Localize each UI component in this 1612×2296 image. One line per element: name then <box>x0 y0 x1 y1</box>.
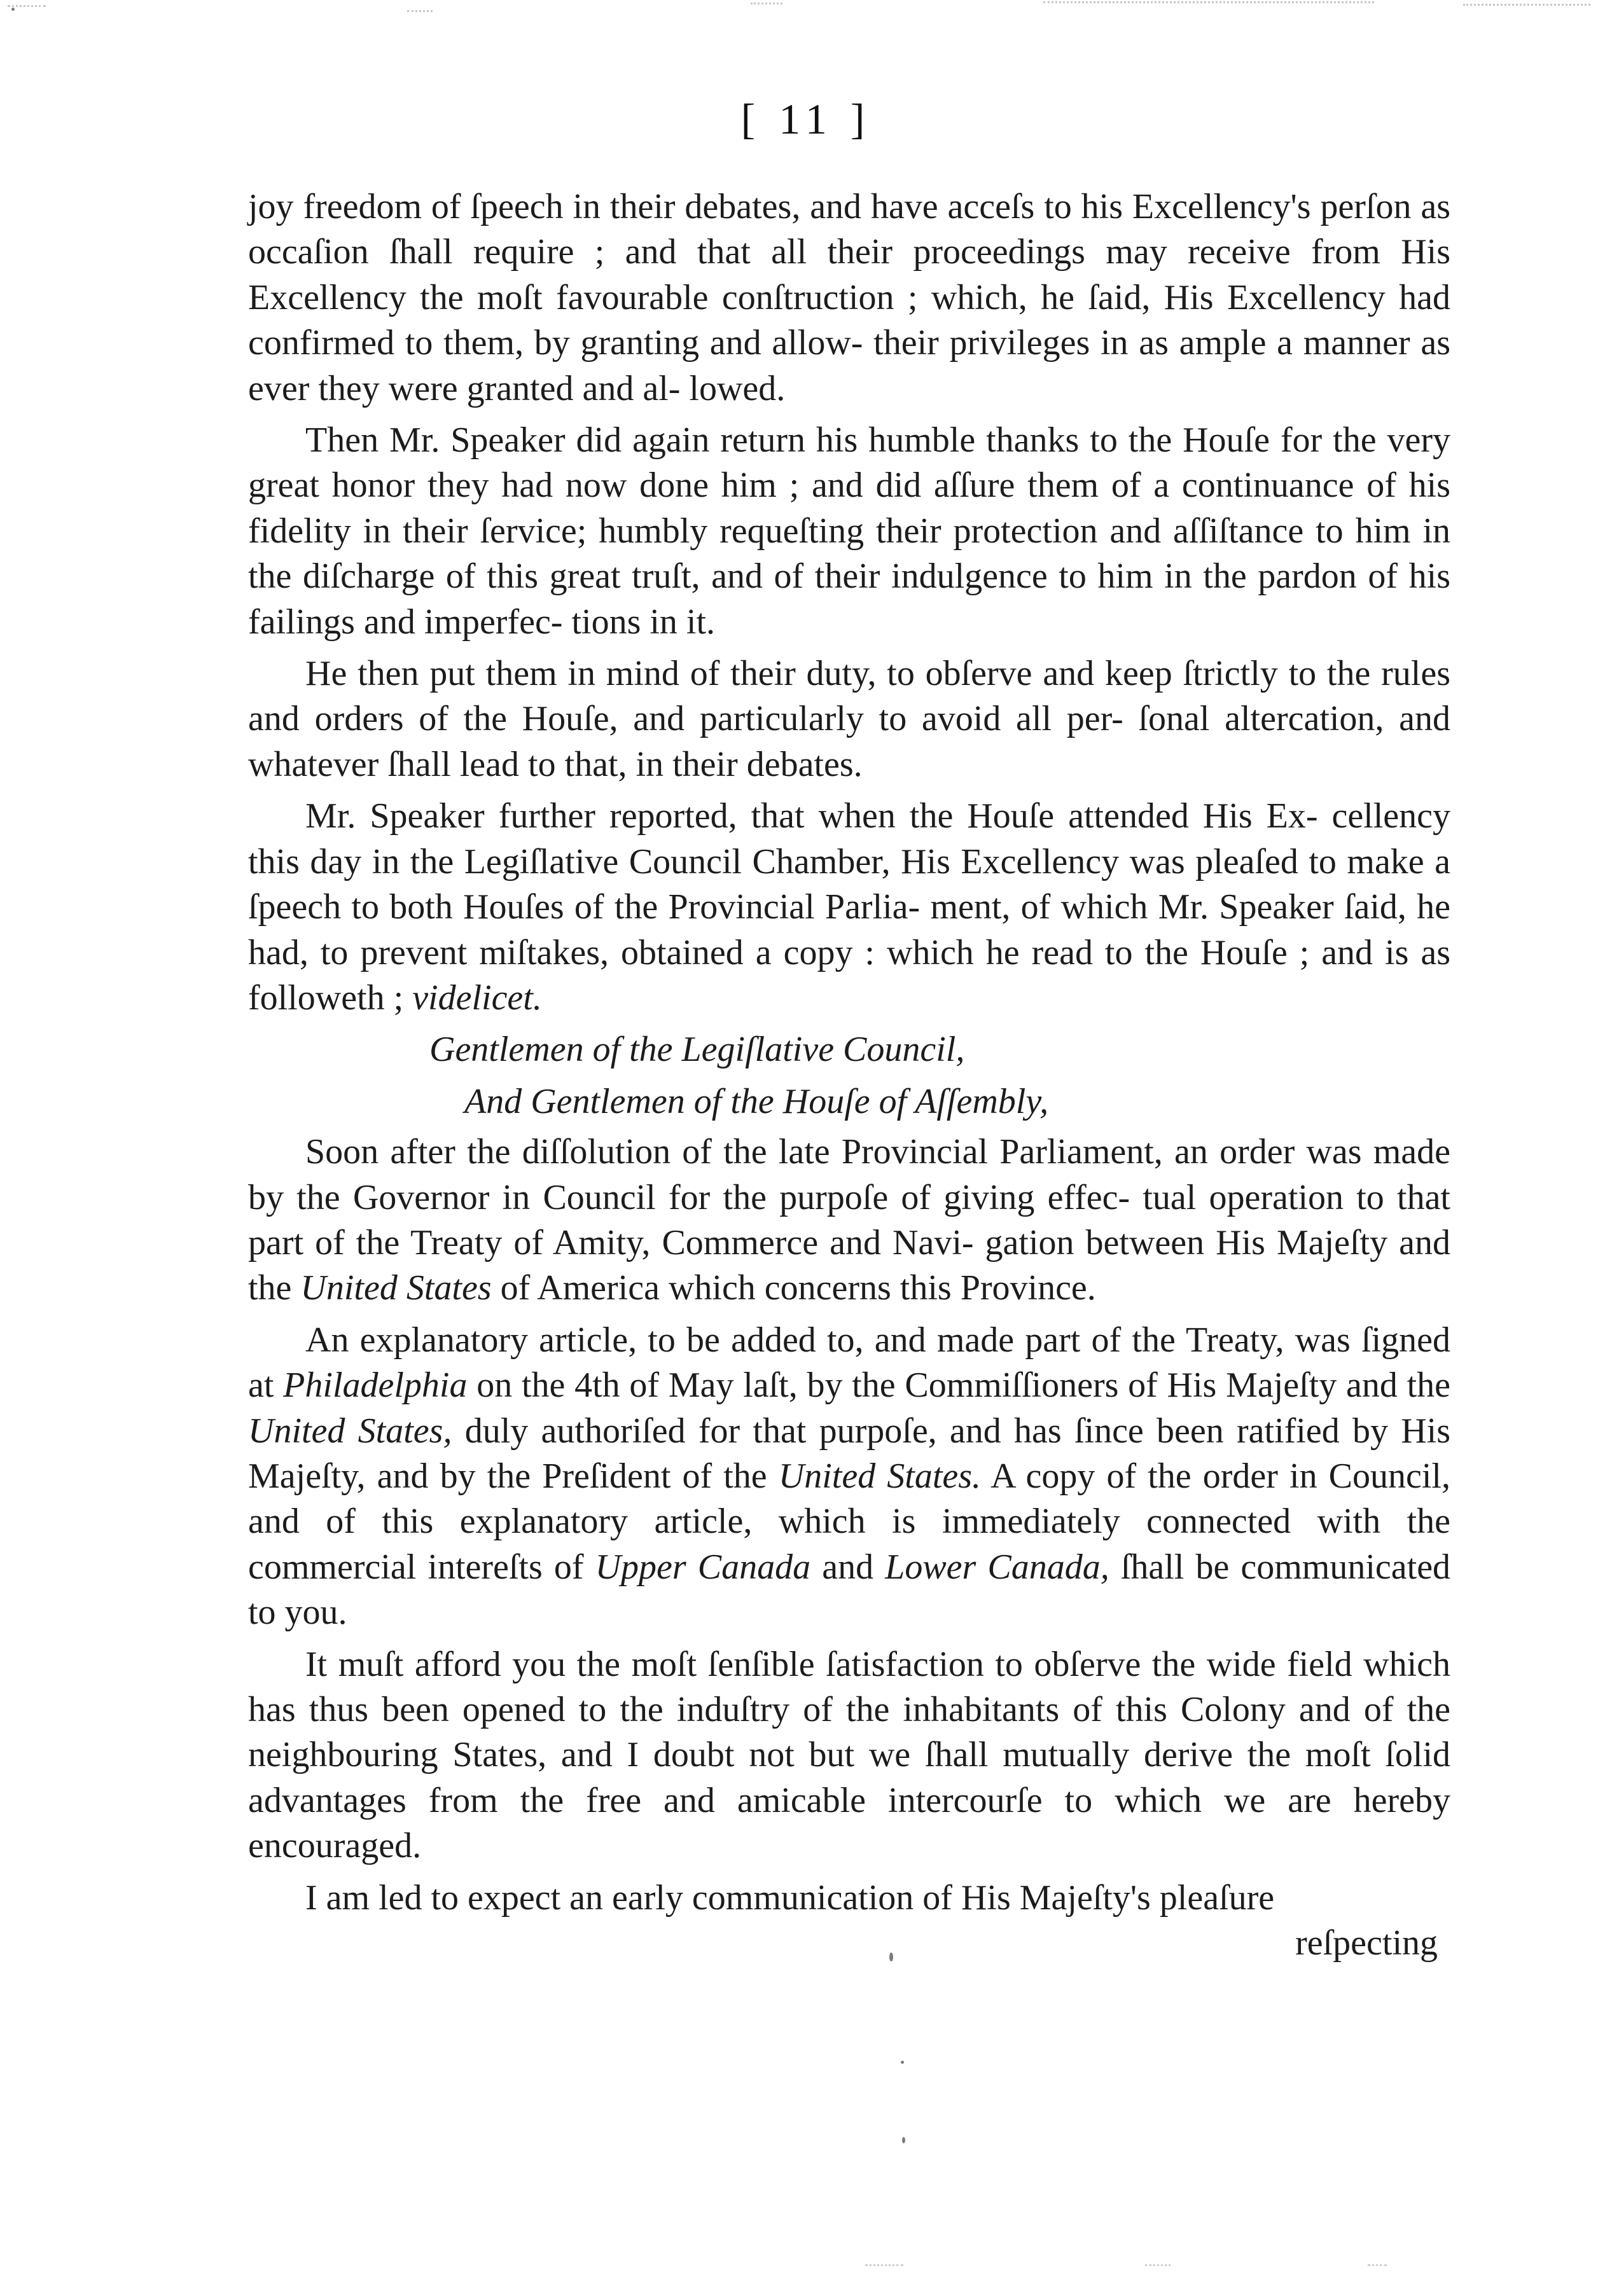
philadelphia-text: Philadelphia <box>283 1366 468 1406</box>
paragraph-6-text-b: on the 4th of May laſt, by the Commiſſioners of His Majeſty and the <box>476 1366 1451 1406</box>
paragraph-5-text-b: of America which concerns this Province. <box>500 1268 1096 1308</box>
united-states-text: United States, <box>248 1411 452 1451</box>
top-edge-speckle <box>751 3 782 21</box>
paragraph-6 <box>248 1318 1450 1636</box>
paragraph-6-text-e: ſhall be communicated to you. <box>248 1547 1451 1633</box>
paragraph-6-text-d: A copy of the order in Council, and of this explanatory article, which is immediately connected with the commercial intereſts of <box>248 1456 1450 1587</box>
salutation-assembly: And Gentlemen of the Houſe of Aſſembly, <box>464 1081 1049 1121</box>
paragraph-6-text-a: An explanatory article, to be added to, and made part of the Treaty, was ſigned at <box>248 1320 1450 1406</box>
catchword: reſpecting <box>1295 1923 1438 1963</box>
paragraph-5 <box>248 1130 1450 1311</box>
lower-canada-text: Lower Canada, <box>885 1547 1109 1587</box>
paragraph-2: Then Mr. Speaker did again return his humble thanks to the Houſe for the very great honor they had now done him ; and did aſſure them of a continuance of his fidelity in their ſervice; humbly requeſting their protection and aſſiſtance to him in the diſcharge of this great truſt, and of their indulgence to him in the pardon of his failings and imperfec- tions in it. <box>248 420 1450 642</box>
paragraph-8: I am led to expect an early communication of His Majeſty's pleaſure <box>305 1878 1275 1918</box>
paragraph-1: joy freedom of ſpeech in their debates, and have acceſs to his Excellency's perſon as occaſion ſhall require ; and that all their proceedings may receive from His Excellency the moſt favourable conſtruction ; which, he ſaid, His Excellency had confirmed to them, by granting and allow- their privileges in as ample a manner as ever they were granted and al- lowed. <box>248 187 1450 408</box>
scan-dot <box>901 2061 904 2064</box>
top-edge-speckle <box>1043 1 1374 20</box>
top-edge-speckle <box>1463 4 1590 22</box>
page-number-header: [ 11 ] <box>740 95 872 143</box>
bottom-edge-speckle <box>865 2264 903 2285</box>
united-states-text: United States. <box>778 1456 982 1496</box>
scan-dot <box>889 1953 893 1961</box>
paragraph-6-text-c: duly authoriſed for that purpoſe, and has ſince been ratified by His Majeſty, and by the Preſident of the <box>248 1411 1451 1496</box>
videlicet-text: videlicet. <box>412 978 542 1018</box>
bottom-edge-speckle <box>1145 2264 1171 2285</box>
upper-canada-text: Upper Canada <box>595 1547 811 1587</box>
scan-dot <box>902 2137 905 2143</box>
scan-dot <box>11 8 15 11</box>
paragraph-5-text-a: Soon after the diſſolution of the late Provincial Parliament, an order was made by the Governor in Council for the purpoſe of giving effec- tual operation to that part of the Treaty of Amity, Commerce and Navi- gation between His Majeſty and the <box>248 1132 1450 1308</box>
bottom-edge-speckle <box>1368 2264 1387 2285</box>
paragraph-6-and: and <box>822 1547 874 1587</box>
united-states-text: United States <box>300 1268 492 1308</box>
top-edge-speckle <box>407 10 433 29</box>
paragraph-4-text: Mr. Speaker further reported, that when the Houſe attended His Ex- cellency this day in the Legiſlative Council Chamber, His Excellency was pleaſed to make a ſpeech to both Houſes of the Provincial Parlia- ment, of which Mr. Speaker ſaid, he had, to prevent miſtakes, obtained a copy : which he read to the Houſe ; and is as followeth ; <box>248 796 1450 1018</box>
paragraph-7: It muſt afford you the moſt ſenſible ſatisfaction to obſerve the wide field which has thus been opened to the induſtry of the inhabitants of this Colony and of the neighbouring States, and I doubt not but we ſhall mutually derive the moſt ſolid advantages from the free and amicable intercourſe to which we are hereby encouraged. <box>248 1644 1450 1866</box>
paragraph-3: He then put them in mind of their duty, to obſerve and keep ſtrictly to the rules and orders of the Houſe, and particularly to avoid all per- ſonal altercation, and whatever ſhall lead to that, in their debates. <box>248 654 1450 784</box>
paragraph-4 <box>248 794 1450 1021</box>
document-body <box>248 184 1450 1972</box>
salutation-council: Gentlemen of the Legiſlative Council, <box>429 1030 965 1070</box>
